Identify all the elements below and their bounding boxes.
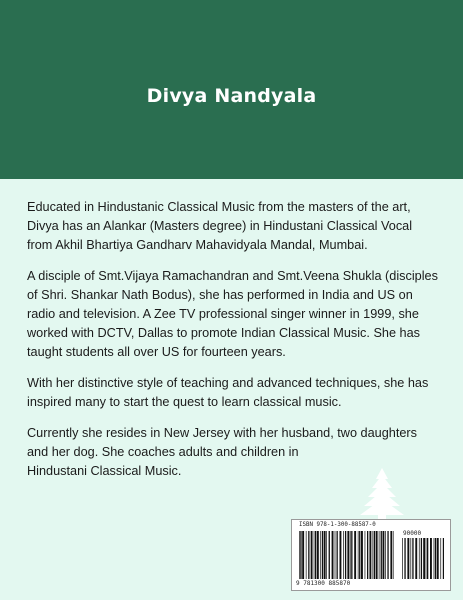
barcode-digits: 9 781300 885870 xyxy=(296,580,351,587)
bio-line: and her dog. She coaches adults and children in xyxy=(27,445,299,459)
bio-line: radio and television. A Zee TV professional singer winner in 1999, she xyxy=(27,307,419,321)
price-code: 90000 xyxy=(403,530,422,537)
bio-line: taught students all over US for fourteen years. xyxy=(27,345,286,359)
isbn-label: ISBN 978-1-300-88587-0 xyxy=(299,522,376,528)
barcode-addon-bars xyxy=(402,538,444,579)
bio-line: inspired many to start the quest to learn classical music. xyxy=(27,395,342,409)
author-bio xyxy=(27,198,445,493)
bio-line: of Shri. Shankar Nath Bodus), she has performed in India and US on xyxy=(27,288,413,302)
bio-paragraph xyxy=(27,198,445,255)
bio-line: With her distinctive style of teaching and advanced techniques, she has xyxy=(27,376,429,390)
isbn-barcode xyxy=(291,519,451,591)
bio-line: Hindustani Classical Music. xyxy=(27,464,182,478)
bio-line: A disciple of Smt.Vijaya Ramachandran and Smt.Veena Shukla (disciples xyxy=(27,269,438,283)
bio-line: Divya has an Alankar (Masters degree) in Hindustani Classical Vocal xyxy=(27,219,413,233)
bio-line: worked with DCTV, Dallas to promote Indian Classical Music. She has xyxy=(27,326,421,340)
bio-line: from Akhil Bhartiya Gandharv Mahavidyala Mandal, Mumbai. xyxy=(27,238,368,252)
bio-paragraph xyxy=(27,374,445,412)
pine-tree-icon xyxy=(356,466,408,526)
bio-line: Educated in Hindustanic Classical Music from the masters of the art, xyxy=(27,200,411,214)
author-name: Divya Nandyala xyxy=(146,85,317,107)
barcode-bars xyxy=(299,531,394,579)
bio-paragraph xyxy=(27,267,445,362)
bio-line: Currently she resides in New Jersey with her husband, two daughters xyxy=(27,426,417,440)
